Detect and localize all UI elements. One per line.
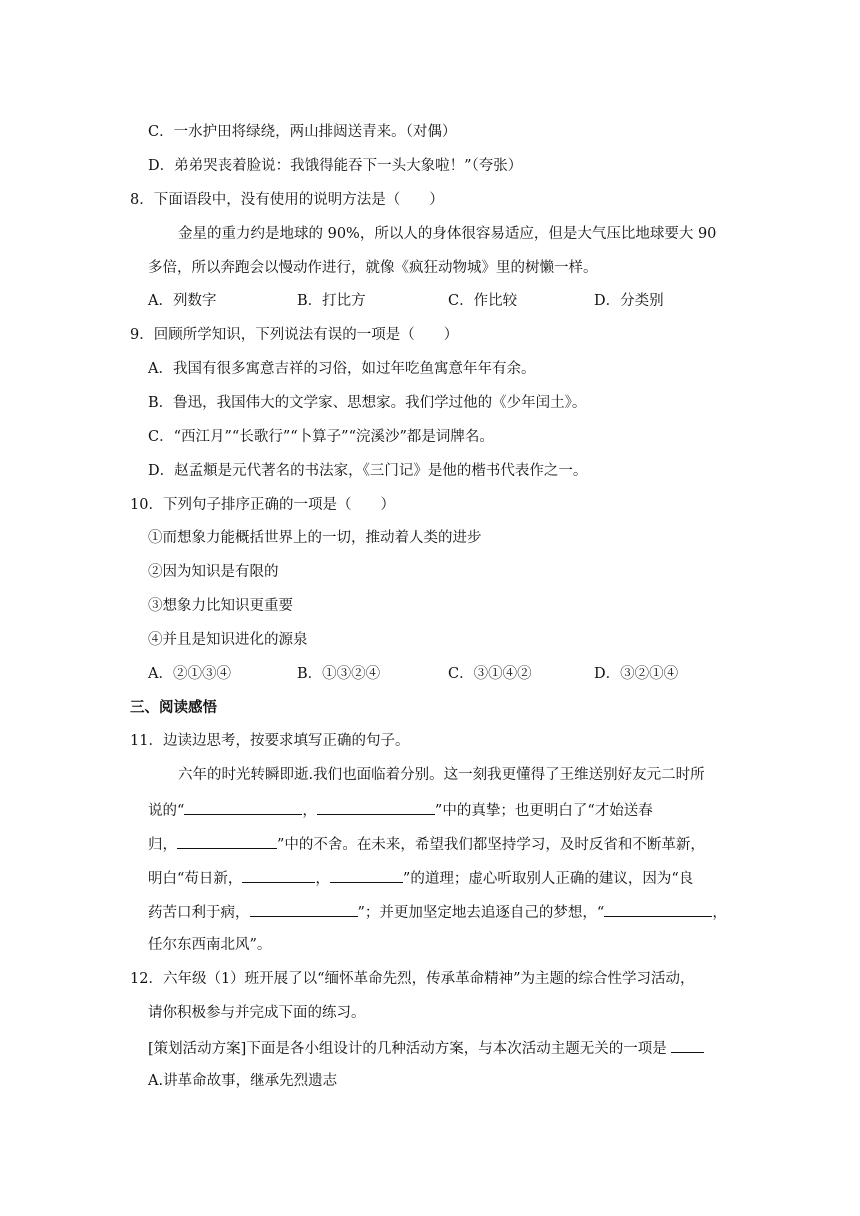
q8-stem: 8．下面语段中，没有使用的说明方法是（ ）: [130, 192, 444, 208]
q10-option-b: B．①③②④: [297, 666, 381, 682]
q11-text: 明白“苟日新，: [148, 871, 243, 887]
section-heading: 三、阅读感悟: [130, 699, 217, 716]
q7-option-c: C．一水护田将绿绕，两山排闼送青来。（对偶）: [148, 124, 457, 140]
q11-text: ，: [302, 803, 317, 819]
q10-sentence-3: ③想象力比知识更重要: [148, 598, 293, 614]
q9-option-b: B．鲁迅，我国伟大的文学家、思想家。我们学过他的《少年闰土》。: [148, 395, 587, 411]
q12-line2: 请你积极参与并完成下面的练习。: [148, 1005, 366, 1021]
q11-line6: 任尔东西南北风”。: [148, 937, 272, 953]
q9-option-d: D．赵孟頫是元代著名的书法家，《三门记》是他的楷书代表作之一。: [148, 463, 588, 479]
q11-text: 药苦口利于病，: [148, 905, 250, 921]
q8-option-b: B．打比方: [297, 293, 366, 309]
q11-text: ，: [712, 905, 727, 921]
q11-text: ”中的不舍。在未来，希望我们都坚持学习，及时反省和不断革新，: [277, 837, 705, 853]
q11-text: 归，: [148, 837, 177, 853]
q11-line2: [148, 799, 653, 821]
q10-option-a: A．②①③④: [148, 666, 231, 682]
q11-text: 说的“: [148, 803, 185, 819]
q10-sentence-1: ①而想象力能概括世界上的一切，推动着人类的进步: [148, 530, 482, 546]
q10-option-d: D．③②①④: [594, 666, 679, 682]
q11-text: ”中的真挚；也更明白了“才始送春: [434, 803, 653, 819]
answer-blank[interactable]: [671, 1037, 704, 1053]
q10-sentence-4: ④并且是知识进化的源泉: [148, 632, 308, 648]
q8-option-c: C．作比较: [448, 293, 518, 309]
q11-line3: [148, 833, 705, 855]
answer-blank[interactable]: [177, 833, 277, 849]
q10-option-c: C．③①④②: [448, 666, 532, 682]
q8-passage-line2: 多倍，所以奔跑会以慢动作进行，就像《疯狂动物城》里的树懒一样。: [148, 260, 598, 276]
answer-blank[interactable]: [250, 901, 358, 917]
q12-line1: 12．六年级（1）班开展了以“缅怀革命先烈，传承革命精神”为主题的综合性学习活动，: [130, 971, 695, 987]
q11-text: ”的道理；虚心听取别人正确的建议，因为“良: [402, 871, 694, 887]
q7-option-d: D．弟弟哭丧着脸说：我饿得能吞下一头大象啦！”（夸张）: [148, 158, 523, 174]
answer-blank[interactable]: [184, 799, 302, 815]
q12-line3: [148, 1037, 704, 1059]
answer-blank[interactable]: [242, 867, 315, 883]
q11-text: ”；并更加坚定地去追逐自己的梦想，“: [357, 905, 605, 921]
q12-text: [策划活动方案]下面是各小组设计的几种活动方案，与本次活动主题无关的一项是: [148, 1041, 667, 1057]
q8-passage-line1: 金星的重力约是地球的 90%，所以人的身体很容易适应，但是大气压比地球要大 90: [178, 226, 717, 242]
q11-line4: [148, 867, 693, 889]
q12-line4: A.讲革命故事，继承先烈遗志: [148, 1073, 338, 1089]
q10-stem: 10．下列句子排序正确的一项是（ ）: [130, 497, 395, 513]
q11-text: ，: [315, 871, 330, 887]
answer-blank[interactable]: [317, 799, 435, 815]
q8-option-a: A．列数字: [148, 293, 217, 309]
q9-option-a: A．我国有很多寓意吉祥的习俗，如过年吃鱼寓意年年有余。: [148, 361, 536, 377]
q9-stem: 9．回顾所学知识，下列说法有误的一项是（ ）: [130, 327, 459, 343]
q11-line1: 六年的时光转瞬即逝.我们也面临着分别。这一刻我更懂得了王维送别好友元二时所: [178, 767, 705, 783]
q9-option-c: C．“西江月”“长歌行”“卜算子”“浣溪沙”都是词牌名。: [148, 429, 494, 445]
answer-blank[interactable]: [330, 867, 403, 883]
q10-sentence-2: ②因为知识是有限的: [148, 564, 279, 580]
q11-stem: 11．边读边思考，按要求填写正确的句子。: [130, 733, 410, 749]
q8-option-d: D．分类别: [594, 293, 664, 309]
q11-line5: [148, 901, 727, 923]
answer-blank[interactable]: [604, 901, 712, 917]
